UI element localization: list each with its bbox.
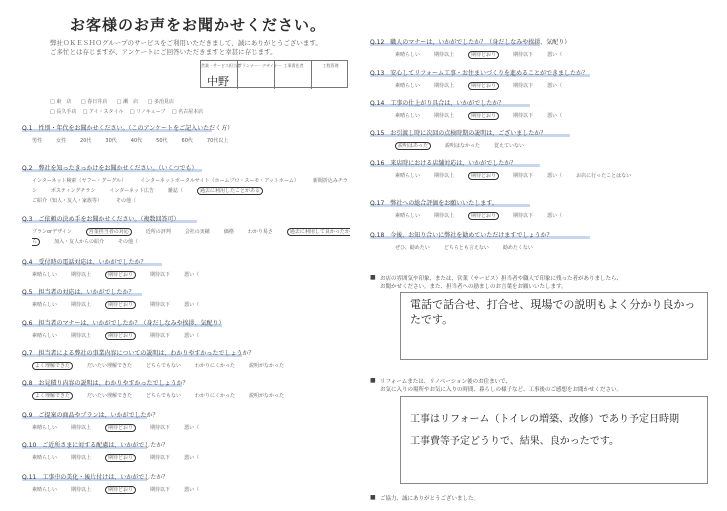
answer-option[interactable]: 20代 [80, 138, 92, 144]
page-title: お客様のお声をお聞かせください。 [70, 16, 327, 34]
answer-option[interactable]: 期待以下 [513, 213, 534, 219]
answer-option[interactable]: 悪い（ [547, 213, 563, 219]
answer-option[interactable]: ポスティングチラシ [51, 188, 96, 194]
answer-option[interactable]: 期待どおり [468, 212, 499, 220]
answer-option[interactable]: 素晴らしい [395, 173, 421, 179]
question-label: Q.17 弊社への総合評価をお願いいたします。 [370, 200, 498, 207]
answer-option[interactable]: 悪い（ [184, 455, 200, 461]
answer-option[interactable]: 素晴らしい [32, 487, 58, 493]
answer-option[interactable]: 素晴らしい [395, 213, 421, 219]
answer-option[interactable]: 期待以上 [71, 272, 92, 278]
question-options [32, 485, 352, 495]
comment1-checkbox-icon: ■ [370, 274, 376, 281]
stamp-header-4: 工程管理 [322, 63, 339, 68]
answer-option[interactable]: 悪い（ [184, 425, 200, 431]
answer-option[interactable]: インターネット検索（ヤフー・グーグル） [32, 178, 127, 184]
answer-option[interactable]: 素晴らしい [395, 52, 421, 58]
answer-option[interactable]: 期待どおり [105, 301, 136, 309]
answer-option[interactable]: 期待どおり [468, 112, 499, 120]
stamp-header-3: 工事責任者 [283, 63, 304, 68]
question-options [32, 136, 352, 146]
comment1-label-1: お店の雰囲気や印象、または、営業（サービス）担当者や職人で印象に残った者がありましたら、 [380, 276, 623, 282]
answer-option[interactable]: 期待以下 [513, 173, 534, 179]
answer-option[interactable]: 期待以下 [150, 425, 171, 431]
answer-option[interactable]: 期待以上 [71, 302, 92, 308]
answer-option[interactable]: 悪い（ [547, 52, 563, 58]
answer-option[interactable]: 期待どおり [468, 82, 499, 90]
answer-option[interactable]: 40代 [130, 138, 143, 144]
answer-option[interactable]: 素晴らしい [32, 333, 58, 339]
answer-option[interactable]: 期待以上 [434, 113, 455, 119]
answer-option[interactable]: 期待どおり [105, 271, 136, 279]
staff-stamp-box [200, 60, 348, 88]
answer-option[interactable]: 期待以下 [150, 272, 171, 278]
answer-option[interactable]: ぜひ、勧めたい [395, 245, 430, 251]
answer-option[interactable]: 素晴らしい [32, 425, 58, 431]
answer-option[interactable]: 説明はなかった [444, 143, 480, 149]
question-options [32, 300, 352, 310]
question-label: Q.16 来店時における店舗対応は、いかがでしたか？ [370, 160, 517, 167]
store-option[interactable]: □ 春日井店 [80, 99, 108, 105]
question-options [32, 453, 352, 463]
question-options [395, 141, 715, 151]
answer-option[interactable]: よく理解できた [32, 392, 73, 400]
question-options [395, 243, 715, 253]
question-label: Q.14 工事の仕上がり具合は、いかがでしたか？ [370, 100, 505, 107]
answer-option[interactable]: だいたい理解できた [87, 393, 133, 399]
answer-option[interactable]: 素晴らしい [32, 302, 58, 308]
answer-option[interactable]: 悪い（ [184, 302, 200, 308]
answer-option[interactable]: 期待以下 [513, 83, 534, 89]
answer-option[interactable]: だいたい理解できた [87, 363, 133, 369]
answer-option[interactable]: 近所の評判 [145, 229, 171, 235]
answer-option[interactable]: インターネット広告 [109, 188, 154, 194]
question-options [395, 171, 715, 181]
answer-option[interactable]: 30代 [105, 138, 117, 144]
answer-option[interactable]: 期待どおり [105, 332, 136, 340]
question-options [32, 391, 352, 401]
answer-option[interactable]: わかりにくかった [194, 363, 235, 369]
answer-option[interactable]: 素晴らしい [32, 455, 58, 461]
store-option[interactable]: □ リノキューブ [129, 109, 166, 115]
answer-option[interactable]: お店に行ったことはない [576, 173, 632, 179]
answer-option[interactable]: 悪い（ [547, 173, 563, 179]
answer-option[interactable]: どちらでもない [146, 393, 181, 399]
intro-line-2: ご多忙とは存じますが、アンケートにご回答いただきますと幸甚に存じます。 [50, 48, 277, 56]
question-label: Q.6 担当者のマナーは、いかがでしたか？（身だしなみや挨拶、気配り） [22, 320, 225, 327]
question-options [395, 50, 715, 60]
answer-option[interactable]: 価格 [223, 229, 234, 235]
answer-option[interactable]: 期待以上 [71, 333, 92, 339]
answer-option[interactable]: 期待以下 [513, 52, 534, 58]
answer-option[interactable]: 覚えていない [493, 143, 524, 149]
answer-option[interactable]: 悪い（ [184, 272, 200, 278]
answer-option[interactable]: 雑誌（ [167, 188, 183, 194]
store-option[interactable]: □ 長久手店 [50, 109, 77, 115]
question-label: Q.5 担当者の対応は、いかがでしたか？ [22, 289, 135, 296]
question-options [32, 227, 352, 247]
question-label: Q.18 今後、お知り合いに弊社を勧めていただけますでしょうか？ [370, 232, 553, 239]
store-option[interactable]: □ 瀬 店 [116, 99, 139, 105]
answer-option[interactable]: その他（ [116, 198, 137, 204]
answer-option[interactable]: わかりにくかった [194, 393, 235, 399]
answer-option[interactable]: その他（ [118, 239, 139, 245]
answer-option[interactable]: 悪い（ [184, 333, 200, 339]
answer-option[interactable]: 説明はあった [395, 142, 431, 150]
answer-option[interactable]: 加入・友人からの紹介 [54, 239, 105, 245]
question-options [395, 81, 715, 91]
answer-option[interactable]: 期待以上 [71, 425, 92, 431]
answer-option[interactable]: 女性 [56, 138, 67, 144]
answer-option[interactable]: 過去に利用して良かったから [32, 229, 350, 245]
footer-checkbox-icon: ■ [370, 494, 376, 501]
answer-option[interactable]: 勧めたくない [502, 245, 533, 251]
answer-option[interactable]: 60代 [181, 138, 193, 144]
question-label: Q.3 ご依頼の決め手をお聞かせください。（複数回答可） [22, 216, 180, 223]
answer-option[interactable]: 説明がなかった [249, 363, 285, 369]
answer-option[interactable]: 素晴らしい [395, 83, 421, 89]
store-option[interactable]: □ 多治見店 [147, 99, 174, 105]
question-options [395, 211, 715, 221]
answer-option[interactable]: 期待どおり [105, 486, 136, 494]
answer-option[interactable]: 悪い（ [547, 113, 563, 119]
answer-option[interactable]: 素晴らしい [395, 113, 421, 119]
question-label: Q.12 職人のマナーは、いかがでしたか？（身だしなみや挨拶、気配り） [370, 39, 571, 46]
answer-option[interactable]: 50代 [156, 138, 168, 144]
answer-option[interactable]: 期待以下 [150, 302, 171, 308]
answer-option[interactable]: 悪い（ [547, 83, 563, 89]
answer-option[interactable]: わかり易さ [247, 229, 273, 235]
comment2-checkbox-icon: ■ [370, 377, 376, 384]
answer-option[interactable]: 期待以下 [513, 113, 534, 119]
question-label: Q.4 受付時の電話対応は、いかがでしたか？ [22, 259, 147, 266]
footer-thanks: ご協力、誠にありがとうございました。 [380, 496, 480, 502]
store-option[interactable]: □ 名古屋本店 [171, 109, 204, 115]
comment1-label-2: お聞かせください。また、担当者への励ましのお言葉をお願いいたします。 [380, 284, 567, 290]
question-label: Q.7 担当者による弊社の事業内容についての説明は、わかりやすかったでしょうか？ [22, 350, 255, 357]
answer-option[interactable]: 70代以上 [206, 138, 229, 144]
answer-option[interactable]: どちらでもない [146, 363, 181, 369]
comment1-handwriting: 電話で話合せ、打合せ、現場での説明もよく分かり良かったです。 [410, 298, 696, 326]
answer-option[interactable]: 期待以下 [150, 333, 171, 339]
store-option[interactable]: □ アイ・スタイル [82, 109, 124, 115]
answer-option[interactable]: よく理解できた [32, 362, 73, 370]
question-label: Q.15 お引渡し時に次回の点検時期の説明は、ございましたか？ [370, 130, 547, 137]
stamp-header-1: 営業・サービス担当者 [201, 63, 241, 68]
answer-option[interactable]: 期待以上 [434, 173, 455, 179]
question-label: Q.11 工事中の美化・後片付けは、いかがでしたか？ [22, 474, 169, 481]
answer-option[interactable]: ご紹介（知人・友人・家族等） [32, 198, 103, 204]
question-options [32, 331, 352, 341]
store-option[interactable]: □ 東 店 [50, 99, 72, 105]
question-label: Q.13 安心してリフォーム工事・お住まいづくりを進めることができましたか？ [370, 70, 588, 77]
answer-option[interactable]: 営業担当者の対応 [86, 228, 132, 236]
question-label: Q.2 弊社を知ったきっかけをお聞かせください。（いくつでも） [22, 165, 198, 172]
answer-option[interactable]: 期待どおり [468, 172, 499, 180]
answer-option[interactable]: 期待どおり [468, 51, 499, 59]
stamp-handwritten-name: 中野 [207, 75, 229, 88]
answer-option[interactable]: 期待以下 [150, 487, 171, 493]
answer-option[interactable]: インターネットポータルサイト（ホームプロ・スーモ・アットホーム） [140, 178, 299, 184]
answer-option[interactable]: 新聞折込みチラシ [32, 178, 348, 194]
answer-option[interactable]: 過去に利用したことがある [197, 187, 263, 195]
answer-option[interactable]: プランorデザイン [32, 229, 72, 235]
answer-option[interactable]: 期待以上 [71, 455, 92, 461]
question-options [32, 423, 352, 433]
question-options [395, 111, 715, 121]
answer-option[interactable]: 期待以上 [434, 83, 455, 89]
question-options [32, 270, 352, 280]
question-label: Q.1 性別・年代をお聞かせください。（このアンケートをご記入いただく方） [22, 125, 234, 132]
answer-option[interactable]: 期待以上 [434, 52, 455, 58]
comment2-label-1: リフォームまたは、リノベーション後のお住まいで、 [380, 379, 511, 385]
answer-option[interactable]: 素晴らしい [32, 272, 58, 278]
answer-option[interactable]: 期待以下 [150, 455, 171, 461]
comment2-handwriting-1: 工事はリフォーム（トイレの増築、改修）であり予定日時期 [410, 414, 679, 425]
answer-option[interactable]: 期待どおり [105, 424, 136, 432]
answer-option[interactable]: 説明がなかった [249, 393, 285, 399]
comment2-handwriting-2: 工事費等予定どうりで、結果、良かったです。 [410, 436, 619, 447]
stamp-header-2: プランナー・デザイナー [238, 63, 282, 68]
comment2-label-2: お気に入りの場所やお気に入りの時間、暮らしの様子など、工事後のご感想をお聞かせください。 [380, 387, 623, 393]
question-label: Q.10 ご近所さまに対する配慮は、いかがでしたか？ [22, 442, 169, 449]
answer-option[interactable]: 男性 [32, 138, 43, 144]
answer-option[interactable]: 悪い（ [184, 487, 200, 493]
store-row-2 [50, 108, 203, 115]
question-label: Q.8 お見積り内容の説明は、わかりやすかったでしょうか？ [22, 380, 189, 387]
answer-option[interactable]: 期待どおり [105, 454, 136, 462]
question-label: Q.9 ご提案の商品やプランは、いかがでしたか？ [22, 412, 159, 419]
answer-option[interactable]: 会社の実績 [184, 229, 210, 235]
answer-option[interactable]: どちらとも言えない [443, 245, 489, 251]
question-options [32, 361, 352, 371]
intro-line-1: 弊社ＯＫＥＳＨＯグループのサービスをご利用いただきまして、誠にありがとうございます。 [50, 39, 322, 47]
store-row-1 [50, 98, 174, 105]
question-options [32, 176, 352, 206]
answer-option[interactable]: 期待以上 [434, 213, 455, 219]
answer-option[interactable]: 期待以上 [71, 487, 92, 493]
